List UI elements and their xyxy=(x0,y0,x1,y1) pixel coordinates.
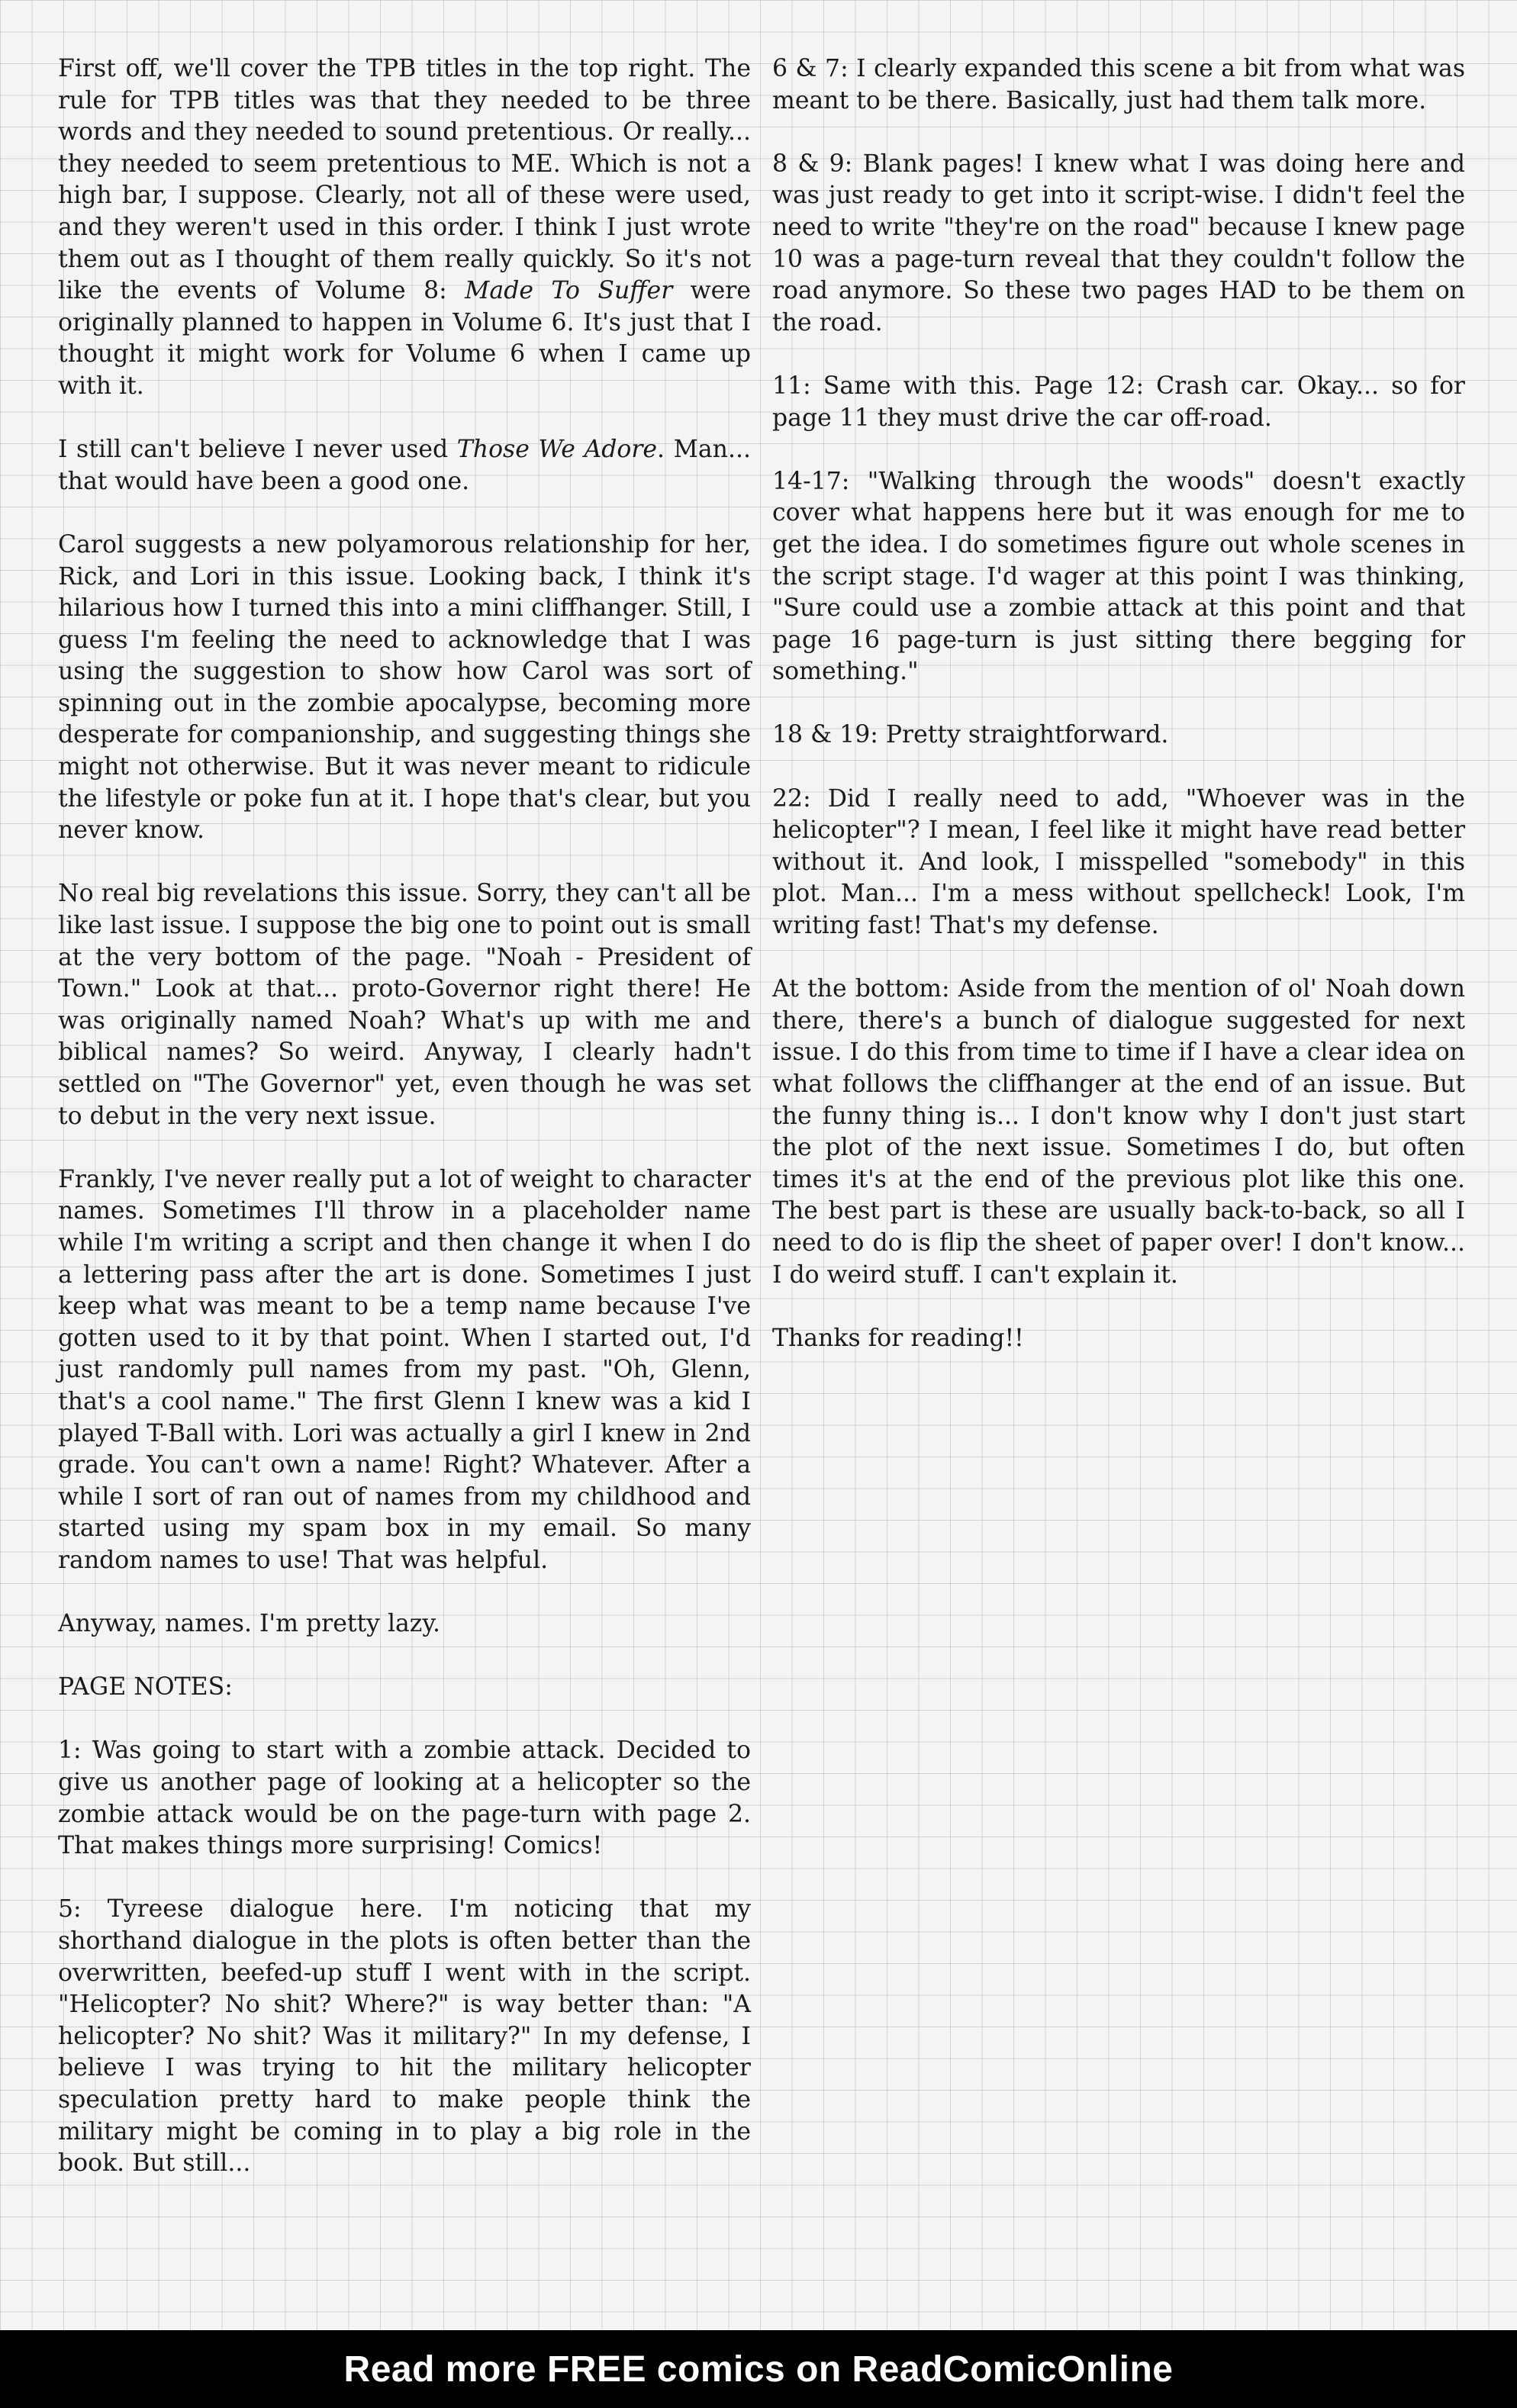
paragraph-carol: Carol suggests a new polyamorous relationship for her, Rick, and Lori in this issue. Looking back, I think it's hilarious how I turned this into a mini cliffhanger. Still, I guess I'm feeling the need to acknowledge that I was using the suggestion to show how Carol was sort of spinning out in the zombie apocalypse, becoming more desperate for companionship, and suggesting things she might not otherwise. But it was never meant to ridicule the lifestyle or poke fun at it. I hope that's clear, but you never know. xyxy=(58,530,751,845)
page-note-1: 1: Was going to start with a zombie attack. Decided to give us another page of looking at a helicopter so the zombie attack would be on the page-turn with page 2. That makes things more surprising! Comics! xyxy=(58,1737,751,1860)
paragraph-those-we-adore xyxy=(58,434,751,497)
page-note-6-7: 6 & 7: I clearly expanded this scene a bit from what was meant to be there. Basically, just had them talk more. xyxy=(772,55,1465,114)
page-note-bottom: At the bottom: Aside from the mention of ol' Noah down there, there's a bunch of dialogue suggested for next issue. I do this from time to time if I have a clear idea on what follows the cliffhanger at the end of an issue. But the funny thing is... I don't know why I don't just start the plot of the next issue. Sometimes I do, but often times it's at the end of the previous plot like this one. The best part is these are usually back-to-back, so all I need to do is flip the sheet of paper over! I don't know... I do weird stuff. I can't explain it. xyxy=(772,975,1465,1289)
sign-off: Thanks for reading!! xyxy=(772,1324,1024,1352)
paragraph-names-lazy: Anyway, names. I'm pretty lazy. xyxy=(58,1610,441,1638)
page-note-14-17: 14-17: "Walking through the woods" doesn't exactly cover what happens here but it was enough for me to get the idea. I do sometimes figure out whole scenes in the script stage. I'd wager at this point I was thinking, "Sure could use a zombie attack at this point and that page 16 page-turn is just sitting there begging for something." xyxy=(772,467,1465,686)
paragraph-revelations: No real big revelations this issue. Sorry, they can't all be like last issue. I suppose the big one to point out is small at the very bottom of the page. "Noah - President of Town." Look at that... proto-Governor right there! He was originally named Noah? What's up with me and biblical names? So weird. Anyway, I clearly hadn't settled on "The Governor" yet, even though he was set to debut in the very next issue. xyxy=(58,880,751,1130)
page-note-8-9: 8 & 9: Blank pages! I knew what I was doing here and was just ready to get into it script-wise. I didn't feel the need to write "they're on the road" because I knew page 10 was a page-turn reveal that they couldn't follow the road anymore. So these two pages HAD to be them on the road. xyxy=(772,150,1465,336)
paragraph-text: First off, we'll cover the TPB titles in the top right. The rule for TPB titles was that they needed to be three words and they needed to sound pretentious. Or really... they needed to seem pretentious to ME. Which is not a high bar, I suppose. Clearly, not all of these were used, and they weren't used in this order. I think I just wrote them out as I thought of them really quickly. So it's not like the events of Volume 8: xyxy=(58,55,751,305)
page-note-22: 22: Did I really need to add, "Whoever was in the helicopter"? I mean, I feel like it might have read better without it. And look, I misspelled "somebody" in this plot. Man... I'm a mess without spellcheck! Look, I'm writing fast! That's my defense. xyxy=(772,784,1465,940)
right-text-column xyxy=(772,53,1465,1386)
footer-banner[interactable] xyxy=(0,2330,1517,2408)
page-note-18-19: 18 & 19: Pretty straightforward. xyxy=(772,721,1169,749)
paragraph-text: . Man... that would have been a good one. xyxy=(58,436,751,495)
left-text-column xyxy=(58,53,751,2180)
page-note-11: 11: Same with this. Page 12: Crash car. Okay... so for page 11 they must drive the car off-road. xyxy=(772,372,1465,432)
paragraph-tpb-titles xyxy=(58,53,751,403)
footer-banner-text[interactable]: Read more FREE comics on ReadComicOnline xyxy=(343,2348,1174,2390)
italic-title: Those We Adore xyxy=(456,436,658,464)
paragraph-character-names: Frankly, I've never really put a lot of weight to character names. Sometimes I'll throw in a placeholder name while I'm writing a script and then change it when I do a lettering pass after the art is done. Sometimes I just keep what was meant to be a temp name because I've gotten used to it by that point. When I started out, I'd just randomly pull names from my past. "Oh, Glenn, that's a cool name." The first Glenn I knew was a kid I played T-Ball with. Lori was actually a girl I knew in 2nd grade. You can't own a name! Right? Whatever. After a while I sort of ran out of names from my childhood and started using my spam box in my email. So many random names to use! That was helpful. xyxy=(58,1165,751,1574)
italic-title: Made To Suffer xyxy=(465,277,673,305)
paragraph-text: were originally planned to happen in Volume 6. It's just that I thought it might work for Volume 6 when I came up with it. xyxy=(58,277,751,400)
page-note-5: 5: Tyreese dialogue here. I'm noticing that my shorthand dialogue in the plots is often better than the overwritten, beefed-up stuff I went with in the script. "Helicopter? No shit? Where?" is way better than: "A helicopter? No shit? Was it military?" In my defense, I believe I was trying to hit the military helicopter speculation pretty hard to make people think the military might be coming in to play a big role in the book. But still... xyxy=(58,1895,751,2178)
paragraph-text: I still can't believe I never used xyxy=(58,436,457,464)
page-notes-heading: PAGE NOTES: xyxy=(58,1673,233,1701)
